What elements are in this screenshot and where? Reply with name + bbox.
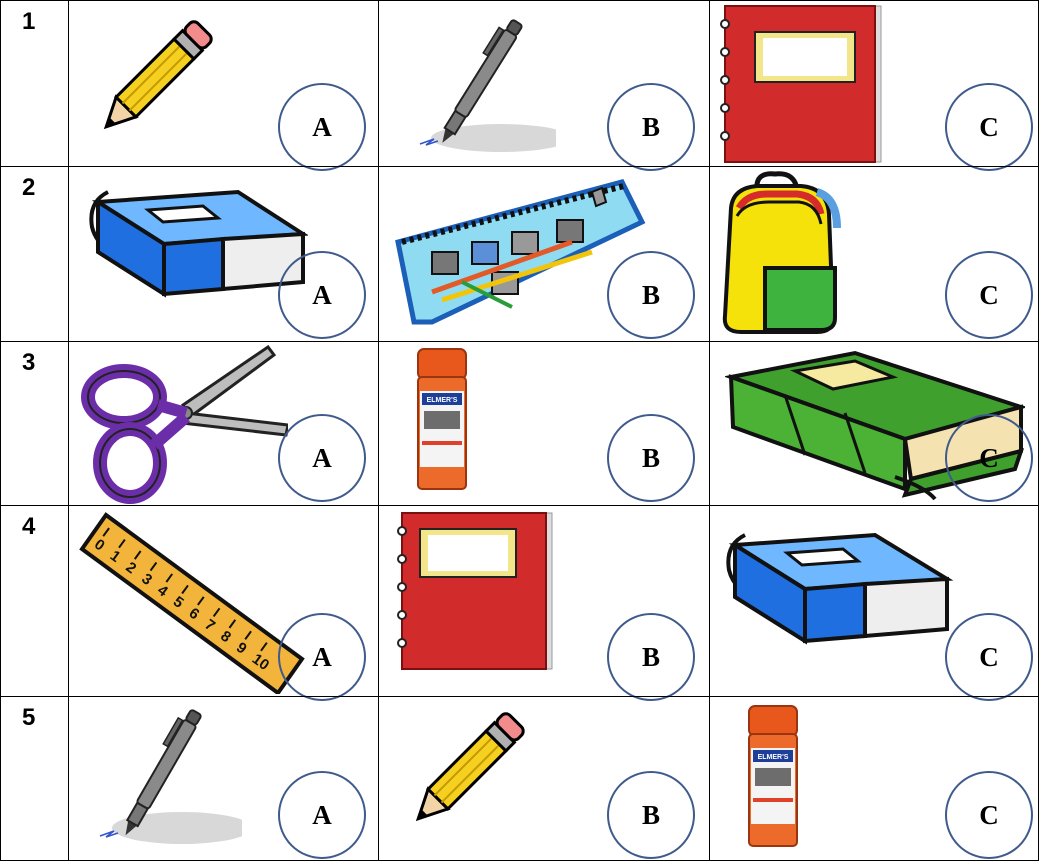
ruler-digit: 8: [217, 627, 234, 647]
option-b-circle[interactable]: [607, 414, 695, 502]
option-letter: B: [641, 111, 660, 142]
answer-cell[interactable]: [709, 341, 1039, 505]
pencil-icon: [392, 700, 542, 840]
answer-cell[interactable]: [709, 505, 1039, 696]
ruler-digit: 6: [185, 604, 203, 624]
option-letter: C: [979, 442, 999, 473]
ruler-digit: 5: [169, 593, 187, 612]
ruler-digit: 1: [106, 547, 124, 566]
grid-line: [0, 341, 1039, 342]
row-number: 5: [22, 704, 36, 731]
option-a-circle[interactable]: [278, 251, 366, 339]
number-cell: [0, 166, 68, 341]
option-b-circle[interactable]: [607, 771, 695, 859]
option-letter: B: [641, 641, 660, 672]
notebook-icon: [396, 511, 556, 671]
ruler-digit: 4: [154, 581, 171, 601]
option-letter: A: [312, 641, 332, 672]
answer-cell[interactable]: [709, 696, 1039, 861]
row-number: 3: [22, 349, 36, 376]
row-number: 2: [22, 174, 36, 201]
option-letter: B: [641, 279, 660, 310]
option-b-circle[interactable]: [607, 251, 695, 339]
ruler-digit: 10: [248, 650, 273, 675]
grid-line: [0, 0, 1039, 1]
glue-stick-icon: [412, 347, 472, 497]
option-letter: A: [312, 799, 332, 830]
glue-stick-icon: [743, 704, 803, 854]
option-b-circle[interactable]: [607, 83, 695, 171]
answer-cell[interactable]: [68, 0, 378, 166]
option-a-circle[interactable]: [278, 414, 366, 502]
option-letter: C: [979, 799, 999, 830]
ruler-icon: [76, 509, 306, 694]
option-c-circle[interactable]: [945, 771, 1033, 859]
row-number: 4: [22, 513, 36, 540]
option-c-circle[interactable]: [945, 414, 1033, 502]
ruler-digit: 2: [122, 558, 140, 578]
number-cell: [0, 0, 68, 166]
option-a-circle[interactable]: [278, 613, 366, 701]
grid-line: [0, 0, 1, 861]
grid-line: [378, 0, 379, 861]
option-letter: A: [312, 111, 332, 142]
grid-line: [0, 166, 1039, 167]
option-c-circle[interactable]: [945, 83, 1033, 171]
glue-brand-label: ELMER'S: [426, 397, 458, 404]
eraser-icon: [715, 515, 955, 655]
option-letter: C: [979, 111, 999, 142]
grid-line: [709, 0, 710, 861]
row-number: 1: [22, 8, 36, 35]
answer-cell[interactable]: [68, 505, 378, 696]
answer-cell[interactable]: [68, 341, 378, 505]
answer-cell[interactable]: [378, 166, 709, 341]
answer-cell[interactable]: [68, 166, 378, 341]
answer-cell[interactable]: [378, 505, 709, 696]
grid-line: [68, 0, 69, 861]
answer-cell[interactable]: [378, 696, 709, 861]
number-cell: [0, 341, 68, 505]
pencil-icon: [80, 8, 230, 148]
glue-brand-label: ELMER'S: [757, 754, 789, 761]
option-b-circle[interactable]: [607, 613, 695, 701]
answer-cell[interactable]: [709, 0, 1039, 166]
eraser-icon: [78, 172, 308, 307]
option-letter: C: [979, 641, 999, 672]
ruler-digit: 7: [201, 616, 219, 635]
option-letter: B: [641, 442, 660, 473]
answer-cell[interactable]: [709, 166, 1039, 341]
pen-icon: [82, 700, 242, 850]
option-letter: B: [641, 799, 660, 830]
notebook-icon: [719, 4, 889, 164]
pen-icon: [406, 6, 556, 156]
option-letter: A: [312, 442, 332, 473]
grid-line: [0, 505, 1039, 506]
option-letter: C: [979, 279, 999, 310]
option-a-circle[interactable]: [278, 771, 366, 859]
option-c-circle[interactable]: [945, 613, 1033, 701]
option-c-circle[interactable]: [945, 251, 1033, 339]
option-a-circle[interactable]: [278, 83, 366, 171]
grid-line: [0, 696, 1039, 697]
ruler-digit: 3: [138, 570, 156, 589]
answer-cell[interactable]: [378, 341, 709, 505]
ruler-digit: 0: [91, 535, 108, 555]
scissors-icon: [78, 345, 288, 505]
answer-cell[interactable]: [378, 0, 709, 166]
answer-cell[interactable]: [68, 696, 378, 861]
number-cell: [0, 505, 68, 696]
option-letter: A: [312, 279, 332, 310]
backpack-icon: [717, 168, 847, 338]
ruler-digit: 9: [233, 638, 250, 658]
number-cell: [0, 696, 68, 861]
